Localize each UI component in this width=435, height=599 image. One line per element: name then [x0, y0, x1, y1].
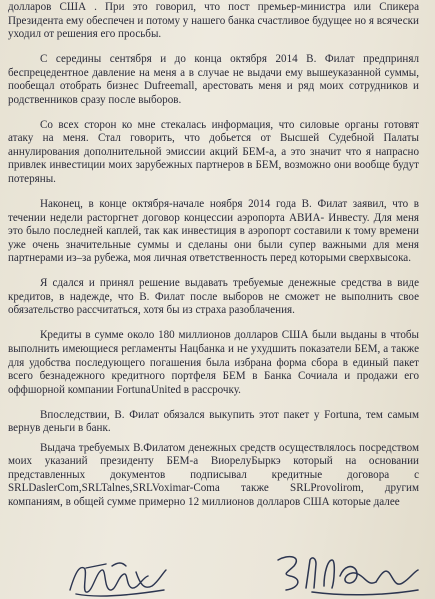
signature-right [272, 552, 422, 598]
paragraph-7: Впоследствии, В. Филат обязался выкупить этот пакет у Fortuna, тем самым вернув деньги в банк. [8, 408, 419, 435]
paragraph-5: Я сдался и принял решение выдавать требуемые денежные средства в виде кредитов, в надежде, что В. Филат после выборов не сможет не выполнить свое обязательство рассчитаться, хотя бы из страха разоблачения. [8, 277, 419, 317]
paragraph-3: Со всех сторон ко мне стекалась информация, что силовые органы готовят атаку на меня. Стал говорить, что добьется от Высшей Судебной Палаты аннулирования дополнительной эмиссии акций БЕМ-а, а это значит что я напрасно привлек инвестиции моих зарубежных партнеров в БЕМ, возможно они вообще будут потеряны. [8, 118, 419, 186]
document-body [8, 1, 419, 521]
signature-left [66, 560, 170, 599]
paragraph-8: Выдача требуемых В.Филатом денежных средств осуществлялось посредством моих указаний президенту БЕМ-а ВиорелуБыркэ который на основании представленных документов подписывал кредитные договора с SRLDaslerCom,SRLTalnes,SRLVoximar-Coma также SRLProvolirom, другим компаниям, в общей сумме примерно 12 миллионов долларов США которые далее [8, 441, 419, 508]
paragraph-6: Кредиты в сумме около 180 миллионов долларов США были выданы в чтобы выполнить имеющиеся регламенты Нацбанка и не ухудшить показатели БЕМ, а также для удобства последующего погашения была избрана форма сбора в единый пакет всего безнадежного кредитного портфеля БЕМ в Банка Сочиала и продажи его оффшорной компании FortunaUnited в рассрочку. [8, 329, 419, 396]
paragraph-1: долларов США . При это говорил, что пост премьер-министра или Спикера Президента ему обеспечен и потому у нашего банка счастливое будущее но я всячески уходил от решения его просьбы. [8, 1, 419, 41]
paragraph-2: С середины сентября и до конца октября 2014 В. Филат предпринял беспрецедентное давление на меня а в случае не выдачи ему вышеуказанной суммы, пообещал отобрать бизнес Dufreemall, арестовать меня и ряд моих сотрудников и родственников сразу после выборов. [8, 53, 419, 106]
paragraph-4: Наконец, в конце октября-начале ноября 2014 года В. Филат заявил, что в течении недели расторгнет договор концессии аэропорта АВИА- Инвесту. Для меня это было последней каплей, так как инвестиция в аэропорт составили к тому времени уже очень значительные суммы и сделаны они были супер важными для меня партнерами из–за рубежа, моя личная ответственность перед которыми сверхвысока. [8, 198, 419, 265]
